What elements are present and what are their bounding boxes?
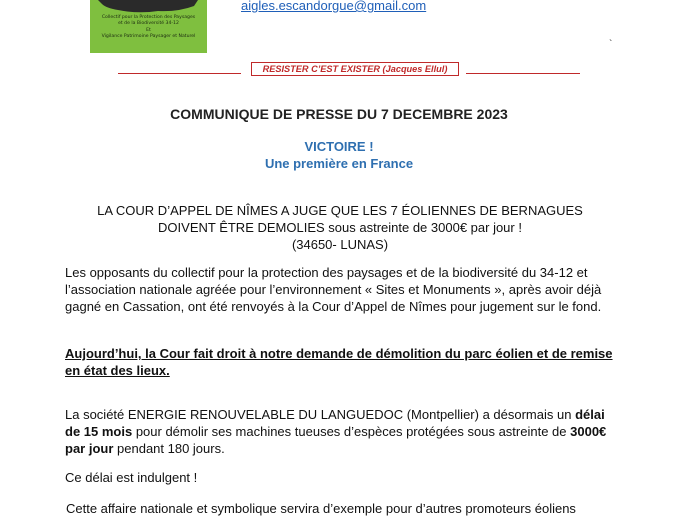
paragraph-opponents: Les opposants du collectif pour la protection des paysages et de la biodiversité du 34-12 et l’association nationale agréée pour l’environnement « Sites et Monuments », après avoir déjà gagné en Cassation, ont été renvoyés à la Cour d’Appel de Nîmes pour jugement sur le fond. bbox=[65, 265, 602, 314]
deadline-text-3: pendant 180 jours. bbox=[113, 441, 225, 456]
deadline-text-2: pour démolir ses machines tueuses d’espèces protégées sous astreinte de bbox=[132, 424, 571, 439]
paragraph-indulgent: Ce délai est indulgent ! bbox=[65, 470, 198, 485]
contact-email-link[interactable]: aigles.escandorgue@gmail.com bbox=[241, 0, 427, 13]
logo-caption bbox=[90, 15, 207, 40]
victory-heading: VICTOIRE ! bbox=[304, 139, 374, 154]
motto-box: RESISTER C’EST EXISTER (Jacques Ellul) bbox=[251, 62, 459, 76]
verdict-line-2 bbox=[60, 219, 620, 236]
penalty-bold: 3000€ par jour bbox=[65, 424, 607, 456]
logo-line: Vigilance Patrimoine Paysager et Naturel bbox=[101, 33, 196, 39]
subtitle: Une première en France bbox=[264, 156, 414, 171]
deadline-text: La société ENERGIE RENOUVELABLE DU LANGUEDOC (Montpellier) a désormais un bbox=[65, 407, 576, 422]
logo-line: et de la Biodiversité 34-12 bbox=[118, 21, 179, 27]
motto-left-rule bbox=[118, 73, 241, 74]
logo-line: Et bbox=[146, 27, 151, 33]
stray-mark: ` bbox=[609, 39, 613, 50]
landscape-silhouette-icon bbox=[98, 0, 198, 14]
logo-line: Collectif pour la Protection des Paysages bbox=[101, 15, 196, 20]
verdict-block bbox=[60, 202, 620, 253]
verdict-line-1: LA COUR D’APPEL DE NÎMES A JUGE QUE LES 7 ÉOLIENNES DE BERNAGUES bbox=[97, 203, 583, 218]
deadline-bold: délai de 15 mois bbox=[65, 407, 605, 439]
motto-right-rule bbox=[466, 73, 580, 74]
collective-logo bbox=[90, 0, 207, 53]
press-release-title: COMMUNIQUE DE PRESSE DU 7 DECEMBRE 2023 bbox=[170, 106, 508, 122]
verdict-location: (34650- LUNAS) bbox=[291, 237, 389, 252]
paragraph-demolition-ruling: Aujourd’hui, la Cour fait droit à notre demande de démolition du parc éolien et de remise en état des lieux. bbox=[65, 346, 613, 378]
paragraph-example-partial: Cette affaire nationale et symbolique servira d’exemple pour d’autres promoteurs éoliens bbox=[66, 501, 576, 516]
verdict-caps: DOIVENT ÊTRE DEMOLIES bbox=[158, 220, 325, 235]
verdict-rest: sous astreinte de 3000€ par jour ! bbox=[324, 220, 522, 235]
paragraph-deadline bbox=[65, 406, 617, 457]
